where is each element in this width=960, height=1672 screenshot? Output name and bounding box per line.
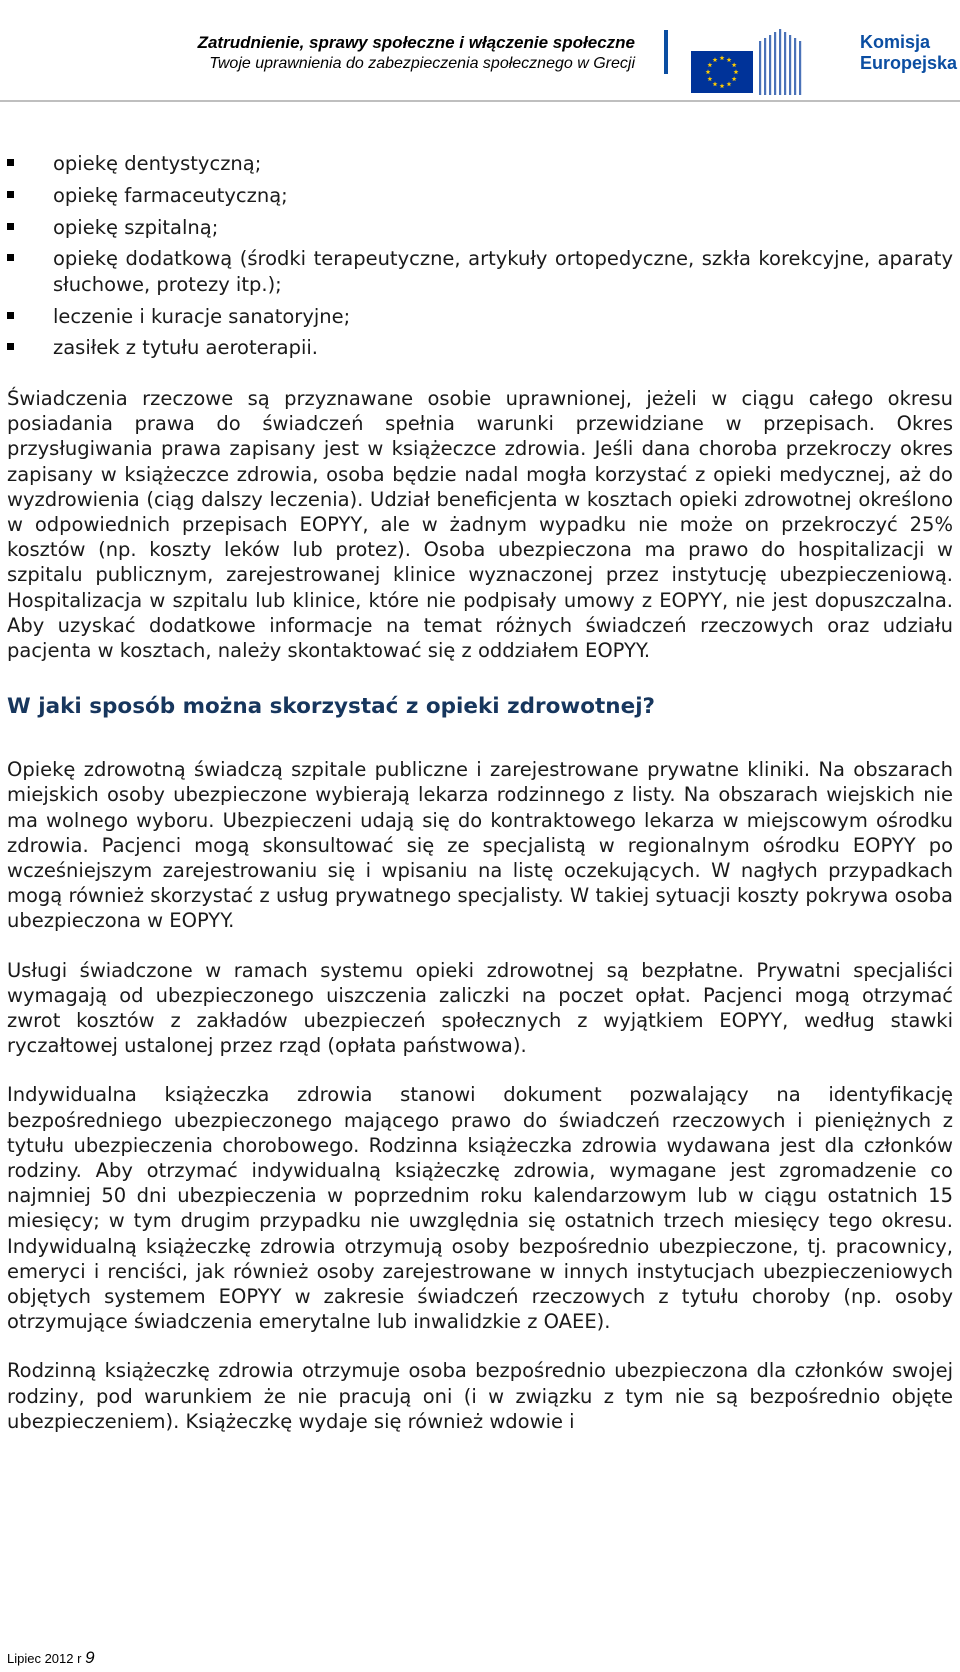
list-item-text: opiekę dentystyczną; [53,152,262,175]
european-commission-logo [860,32,957,74]
footer-date: Lipiec 2012 r [7,1651,82,1666]
list-item [7,215,953,241]
list-item [7,335,953,361]
section-heading: W jaki sposób można skorzystać z opieki zdrowotnej? [7,694,656,720]
logo-line-2: Europejska [860,53,958,73]
list-item [7,246,953,297]
paragraph-individual-health-book: Indywidualna książeczka zdrowia stanowi dokument pozwalający na identyfikację bezpośredniego ubezpieczonego mającego prawo do świadczeń rzeczowych i pieniężnych z tytułu ubezpieczenia chorobowego. Rodzinna książeczka zdrowia wydawana jest dla członków rodziny. Aby otrzymać indywidualną książeczkę zdrowia, wymagane jest zgromadzenie co najmniej 50 dni ubezpieczenia w poprzednim roku kalendarzowym lub w ciągu ostatnich 15 miesięcy; w tym drugim przypadku nie uwzględnia się ostatnich trzech miesięcy tego okresu. Indywidualną książeczkę zdrowia otrzymują osoby bezpośrednio ubezpieczone, tj. pracownicy, emeryci i renciści, jak również osoby zarejestrowane w innych instytucjach ubezpieczeniowych objętych systemem EOPYY w zakresie świadczeń rzeczowych z tytułu choroby (np. osoby otrzymujące świadczenia emerytalne lub inwalidzkie z OAEE). [7,1083,953,1334]
list-item-text: opiekę farmaceutyczną; [53,183,288,207]
paragraph-benefits-in-kind: Świadczenia rzeczowe są przyznawane osobie uprawnionej, jeżeli w ciągu całego okresu posiadania prawa do świadczeń spełnia warunki przewidziane w przepisach. Okres przysługiwania prawa zapisany jest w książeczce zdrowia. Jeśli dana choroba przekroczy okres zapisany w książeczce zdrowia, osoba będzie nadal mogła korzystać z opieki medycznej, aż do wyzdrowienia (ciąg dalszy leczenia). Udział beneficjenta w kosztach opieki zdrowotnej określono w odpowiednich przepisach EOPYY, ale w żadnym wypadku nie może on przekroczyć 25% kosztów (np. koszty leków lub protez). Osoba ubezpieczona ma prawo do hospitalizacji w szpitalu publicznym, zarejestrowanej klinice wyznaczonej przez instytucję ubezpieczeniową. Hospitalizacja w szpitalu lub klinice, które nie podpisały umowy z EOPYY, nie jest dopuszczalna. Aby uzyskać dodatkowe informacje na temat różnych świadczeń rzeczowych oraz udziału pacjenta w kosztach, należy skontaktować się z oddziałem EOPYY. [7,386,953,663]
header-rule [0,100,960,102]
list-item-text: opiekę dodatkową (środki terapeutyczne, artykuły ortopedyczne, szkła korekcyjne, aparaty słuchowe, protezy itp.); [53,247,953,296]
bullet-square-icon [7,312,14,319]
header-titles [198,32,635,74]
page-number: 9 [85,1648,95,1667]
list-item [7,183,953,209]
bullet-square-icon [7,254,14,261]
benefit-list [7,151,953,361]
paragraph-healthcare-providers: Opiekę zdrowotną świadczą szpitale publiczne i zarejestrowane prywatne kliniki. Na obszarach miejskich osoby ubezpieczone wybierają lekarza rodzinnego z listy. Na obszarach wiejskich nie ma wolnego wyboru. Ubezpieczeni udają się do kontraktowego lekarza w miejscowym ośrodku zdrowia. Pacjenci mogą skonsultować się ze specjalistą w regionalnym ośrodku EOPYY po wcześniejszym zarejestrowaniu się i wpisaniu na listę oczekujących. W nagłych przypadkach mogą również skorzystać z usług prywatnego specjalisty. W takiej sytuacji koszty pokrywa osoba ubezpieczona w EOPYY. [7,758,953,933]
document-body [7,151,953,1434]
bullet-square-icon [7,159,14,166]
bullet-square-icon [7,191,14,198]
header-subtitle: Twoje uprawnienia do zabezpieczenia społecznego w Grecji [209,55,635,72]
list-item-text: opiekę szpitalną; [53,215,219,239]
page-header [0,0,960,100]
list-item-text: leczenie i kuracje sanatoryjne; [53,304,351,328]
paragraph-free-services: Usługi świadczone w ramach systemu opieki zdrowotnej są bezpłatne. Prywatni specjaliści wymagają od ubezpieczonego uiszczenia zaliczki na poczet opłat. Pacjenci mogą otrzymać zwrot kosztów z zakładów ubezpieczeń społecznych z wyjątkiem EOPYY, według stawki ryczałtowej ustalonej przez rząd (opłata państwowa). [7,958,953,1058]
list-item [7,304,953,330]
eu-flag-logo-icon [683,25,809,99]
list-item-text: zasiłek z tytułu aeroterapii. [53,336,319,360]
list-item [7,151,953,177]
logo-line-1: Komisja [860,32,931,52]
page-footer [7,1648,95,1668]
header-divider [664,30,668,74]
bullet-square-icon [7,223,14,230]
paragraph-family-health-book: Rodzinną książeczkę zdrowia otrzymuje osoba bezpośrednio ubezpieczona dla członków swojej rodziny, pod warunkiem że nie pracują oni (i w związku z tym nie są bezpośrednio objęte ubezpieczeniem). Książeczkę wydaje się również wdowie i [7,1359,953,1433]
header-title: Zatrudnienie, sprawy społeczne i włączenie społeczne [197,33,635,52]
bullet-square-icon [7,343,14,350]
